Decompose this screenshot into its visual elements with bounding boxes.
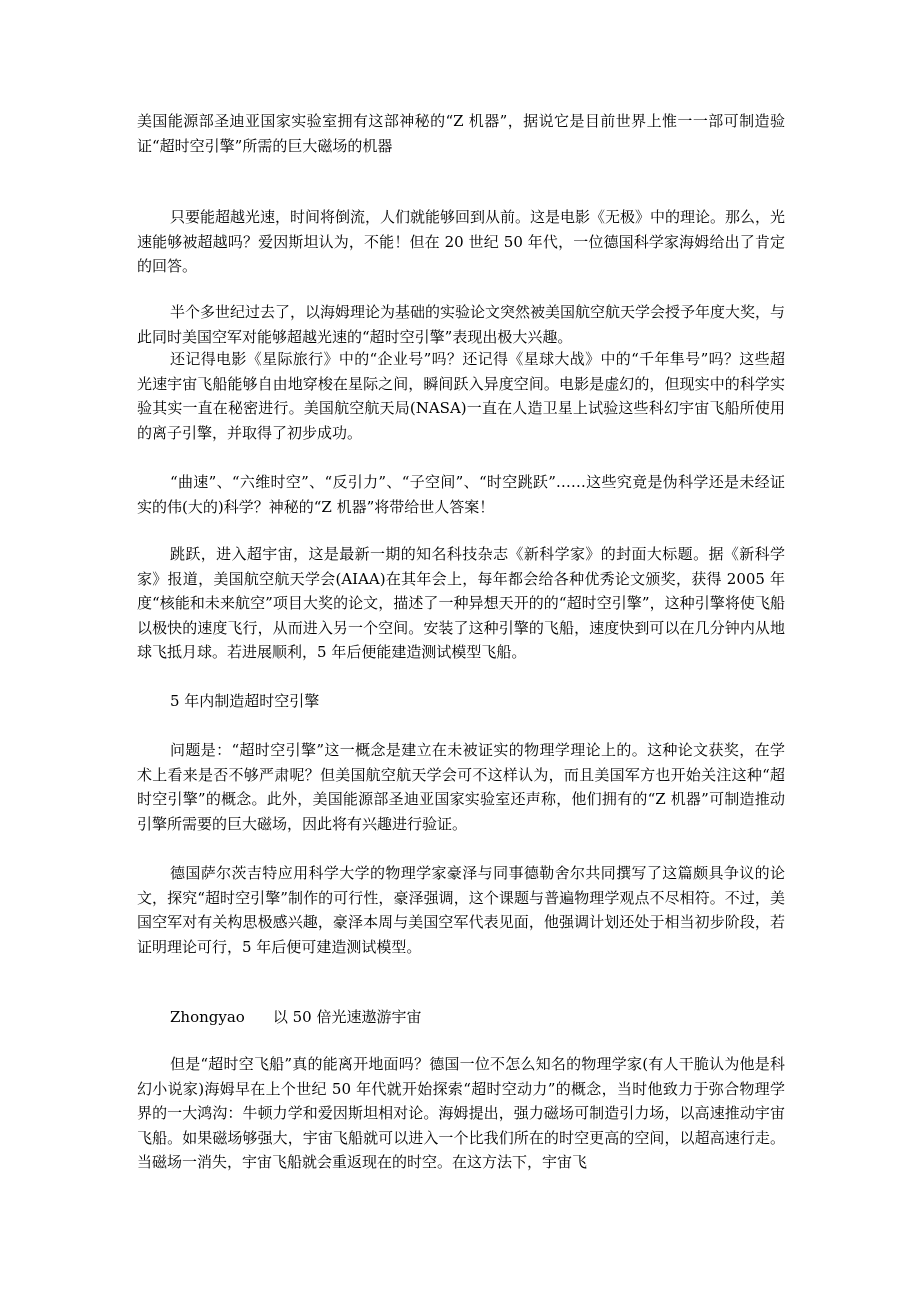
body-paragraph-1: 只要能超越光速，时间将倒流，人们就能够回到从前。这是电影《无极》中的理论。那么，光速能够被超越吗？爱因斯坦认为，不能！但在 20 世纪 50 年代，一位德国科学家海姆给出了肯定的回答。 — [137, 208, 786, 275]
body-paragraph-7: 德国萨尔茨吉特应用科学大学的物理学家豪泽与同事德勒舍尔共同撰写了这篇颇具争议的论文，探究“超时空引擎”制作的可行性，豪泽强调，这个课题与普遍物理学观点不尽相符。不过，美国空军对有关构思极感兴趣，豪泽本周与美国空军代表见面，他强调计划还处于相当初步阶段，若证明理论可行，5 年后便可建造测试模型。 — [137, 864, 785, 956]
body-paragraph-3: 还记得电影《星际旅行》中的“企业号”吗？还记得《星球大战》中的“千年隼号”吗？这些超光速宇宙飞船能够自由地穿梭在星际之间，瞬间跃入异度空间。电影是虚幻的，但现实中的科学实验其实一直在秘密进行。美国航空航天局(NASA)一直在人造卫星上试验这些科幻宇宙飞船所使用的离子引擎，并取得了初步成功。 — [137, 350, 785, 442]
section-heading — [137, 1005, 785, 1030]
section-source: Zhongyao — [170, 1008, 245, 1026]
subheading: 5 年内制造超时空引擎 — [170, 692, 320, 710]
body-paragraph-8: 但是“超时空飞船”真的能离开地面吗？德国一位不怎么知名的物理学家(有人干脆认为他是科幻小说家)海姆早在上个世纪 50 年代就开始探索“超时空动力”的概念，当时他致力于弥合物理学界的一大鸿沟：牛顿力学和爱因斯坦相对论。海姆提出，强力磁场可制造引力场，以高速推动宇宙飞船。如果磁场够强大，宇宙飞船就可以进入一个比我们所在的时空更高的空间，以超高速行走。当磁场一消失，宇宙飞船就会重返现在的时空。在这方法下，宇宙飞 — [137, 1055, 785, 1171]
section-title: 以 50 倍光速遨游宇宙 — [272, 1008, 422, 1026]
body-paragraph-5: 跳跃，进入超宇宙，这是最新一期的知名科技杂志《新科学家》的封面大标题。据《新科学家》报道，美国航空航天学会(AIAA)在其年会上，每年都会给各种优秀论文颁奖，获得 2005 年度“核能和未来航空”项目大奖的论文，描述了一种异想天开的的“超时空引擎”，这种引擎将使飞船以极快的速度飞行，从而进入另一个空间。安装了这种引擎的飞船，速度快到可以在几分钟内从地球飞抵月球。若进展顺利，5 年后便能建造测试模型飞船。 — [137, 545, 785, 661]
body-paragraph-4: “曲速”、“六维时空”、“反引力”、“子空间”、“时空跳跃”……这些究竟是伪科学还是未经证实的伟(大的)科学？神秘的“Z 机器”将带给世人答案！ — [137, 473, 785, 516]
body-paragraph-6: 问题是：“超时空引擎”这一概念是建立在未被证实的物理学理论上的。这种论文获奖，在学术上看来是否不够严肃呢？但美国航空航天学会可不这样认为，而且美国军方也开始关注这种“超时空引擎”的概念。此外，美国能源部圣迪亚国家实验室还声称，他们拥有的“Z 机器”可制造推动引擎所需要的巨大磁场，因此将有兴趣进行验证。 — [137, 741, 785, 833]
body-paragraph-2: 半个多世纪过去了，以海姆理论为基础的实验论文突然被美国航空航天学会授予年度大奖，与此同时美国空军对能够超越光速的“超时空引擎”表现出极大兴趣。 — [137, 303, 786, 346]
caption-paragraph: 美国能源部圣迪亚国家实验室拥有这部神秘的“Z 机器”，据说它是目前世界上惟一一部可制造验证“超时空引擎”所需的巨大磁场的机器 — [137, 112, 785, 155]
